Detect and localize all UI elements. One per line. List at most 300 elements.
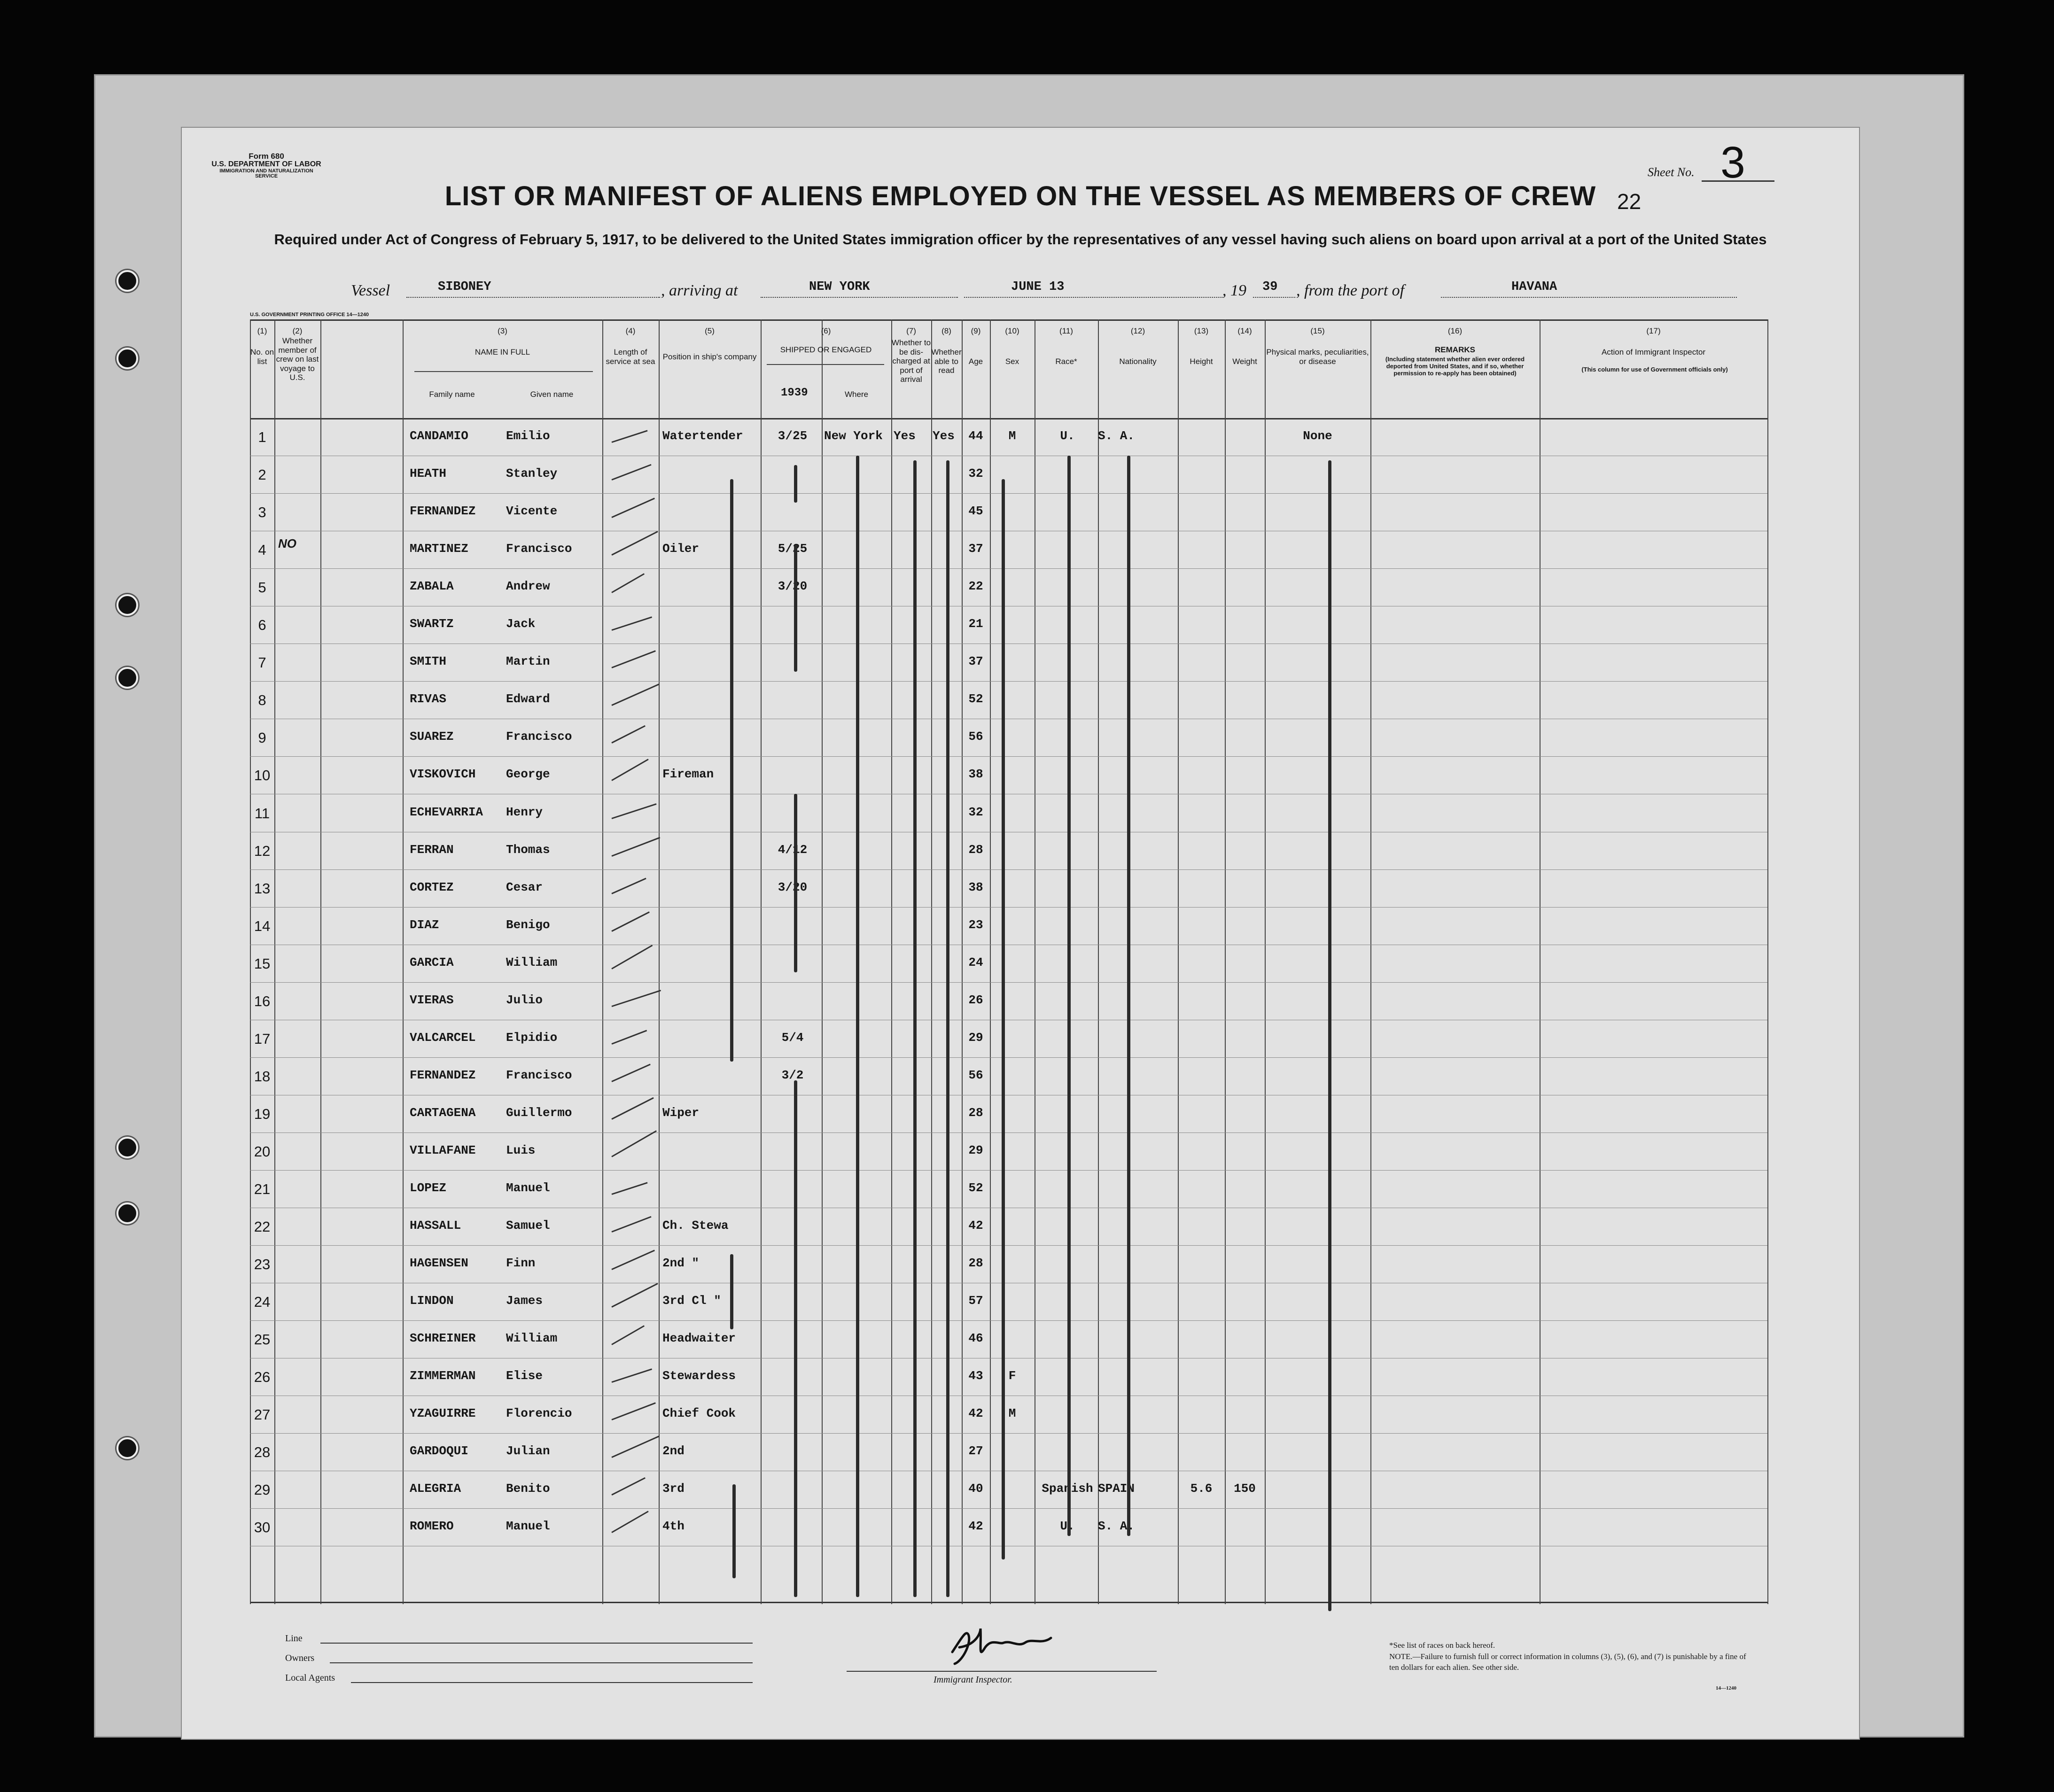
row-28-age: 27 — [968, 1444, 983, 1458]
form-code: 14—1240 — [1716, 1685, 1736, 1691]
row-7-age: 37 — [968, 654, 983, 669]
inspector-line — [847, 1671, 1157, 1672]
header-able-to-read: Whether able to read — [931, 348, 962, 375]
row-16-age: 26 — [968, 993, 983, 1007]
row-16-given: Julio — [506, 993, 543, 1007]
header-inspector-note: (This column for use of Government officials only) — [1581, 366, 1728, 373]
row-21-given: Manuel — [506, 1181, 550, 1195]
row-4-age: 37 — [968, 542, 983, 556]
row-4-no: 4 — [258, 542, 266, 559]
row-11-given: Henry — [506, 805, 543, 819]
check-mark — [611, 1063, 650, 1082]
form-heading — [210, 152, 323, 179]
row-15-no: 15 — [254, 955, 271, 972]
check-mark — [611, 1511, 648, 1534]
row-25-position: Headwaiter — [662, 1331, 736, 1346]
row-21-family: LOPEZ — [410, 1181, 447, 1195]
check-mark — [611, 1216, 651, 1233]
row-19-position: Wiper — [662, 1105, 700, 1120]
row-5-given: Andrew — [506, 579, 550, 594]
row-26-given: Elise — [506, 1369, 543, 1383]
check-mark — [611, 1436, 659, 1458]
column-number: (9) — [971, 326, 981, 335]
service-name: IMMIGRATION AND NATURALIZATION SERVICE — [219, 168, 313, 179]
row-30-age: 42 — [968, 1519, 983, 1534]
row-26-position: Stewardess — [662, 1369, 736, 1383]
ditto-line — [794, 794, 797, 972]
line-label: Line — [285, 1633, 303, 1644]
row-5-no: 5 — [258, 579, 266, 596]
check-mark — [612, 990, 661, 1007]
column-rule — [1178, 319, 1179, 1604]
row-3-given: Vicente — [506, 504, 558, 519]
row-29-family: ALEGRIA — [410, 1482, 461, 1496]
column-number: (15) — [1310, 326, 1325, 335]
check-mark — [611, 911, 650, 932]
row-25-family: SCHREINER — [410, 1331, 476, 1346]
row-rule — [250, 869, 1767, 870]
ditto-line — [730, 479, 733, 1062]
from-fill-line — [1441, 283, 1737, 298]
row-27-no: 27 — [254, 1406, 271, 1423]
ditto-line — [730, 1254, 733, 1329]
check-mark — [611, 1250, 655, 1270]
row-11-family: ECHEVARRIA — [410, 805, 483, 819]
sheet-label: Sheet No. — [1648, 165, 1695, 179]
ditto-line — [794, 545, 797, 672]
row-11-age: 32 — [968, 805, 983, 819]
header-name-in-full: NAME IN FULL — [475, 348, 530, 357]
header-nationality: Nationality — [1119, 357, 1157, 366]
row-20-given: Luis — [506, 1143, 536, 1157]
ditto-line — [913, 460, 917, 1597]
row-28-given: Julian — [506, 1444, 550, 1458]
row-29-no: 29 — [254, 1482, 271, 1498]
row-24-given: James — [506, 1294, 543, 1308]
row-3-family: FERNANDEZ — [410, 504, 476, 519]
arriving-label: , arriving at — [661, 282, 738, 299]
row-3-no: 3 — [258, 504, 266, 521]
row-27-given: Florencio — [506, 1406, 572, 1421]
row-rule — [250, 1320, 1767, 1321]
row-13-given: Cesar — [506, 880, 543, 894]
header-remarks-note: (Including statement whether alien ever ordered deported from United States, and if so, whether permission to re-apply has been obtained) — [1385, 356, 1525, 377]
from-value: HAVANA — [1511, 280, 1557, 294]
penalty-note: NOTE.—Failure to furnish full or correct information in columns (3), (5), (6), and (7) is punishable by a fine of ten dollars for each alien. See other side. — [1389, 1652, 1746, 1672]
header-weight: Weight — [1232, 357, 1257, 366]
row-29-given: Benito — [506, 1482, 550, 1496]
ditto-line — [1328, 460, 1331, 1611]
row-24-no: 24 — [254, 1294, 271, 1311]
check-mark — [611, 1097, 654, 1120]
check-mark — [611, 1325, 645, 1345]
row-29-nationality: SPAIN — [1098, 1482, 1135, 1496]
punch-hole — [117, 348, 138, 369]
ditto-line — [856, 456, 859, 1597]
check-mark — [612, 617, 653, 631]
row-20-no: 20 — [254, 1143, 271, 1160]
row-30-family: ROMERO — [410, 1519, 454, 1534]
ditto-line — [1067, 456, 1071, 1536]
row-26-sex: F — [1008, 1369, 1016, 1383]
row-1-age: 44 — [968, 429, 983, 443]
row-24-age: 57 — [968, 1294, 983, 1308]
row-25-given: William — [506, 1331, 558, 1346]
row-6-age: 21 — [968, 617, 983, 631]
check-mark — [611, 464, 651, 481]
row-18-family: FERNANDEZ — [410, 1068, 476, 1082]
row-1-position: Watertender — [662, 429, 743, 443]
row-7-given: Martin — [506, 654, 550, 669]
row-rule — [250, 1433, 1767, 1434]
column-rule — [320, 319, 321, 1604]
row-17-no: 17 — [254, 1030, 271, 1047]
row-28-position: 2nd — [662, 1444, 685, 1458]
column-number: (3) — [498, 326, 507, 335]
stamp-number: 22 — [1617, 189, 1642, 214]
row-rule — [250, 681, 1767, 682]
header-where: Where — [844, 390, 869, 399]
column-rule — [1265, 319, 1266, 1604]
row-21-no: 21 — [254, 1181, 271, 1197]
from-label: , from the port of — [1296, 282, 1405, 299]
column-number: (16) — [1447, 326, 1463, 335]
row-1-read: Yes — [933, 429, 955, 443]
check-mark — [611, 1030, 647, 1044]
shipped-header-rule — [767, 364, 884, 365]
row-17-family: VALCARCEL — [410, 1030, 476, 1045]
header-last-voyage: Whether member of crew on last voyage to U.S. — [276, 336, 319, 382]
check-mark — [611, 759, 648, 782]
punch-hole — [117, 594, 138, 616]
row-rule — [250, 1057, 1767, 1058]
check-mark — [611, 877, 646, 894]
check-mark — [612, 1369, 653, 1383]
row-19-age: 28 — [968, 1105, 983, 1120]
row-8-family: RIVAS — [410, 692, 447, 706]
header-race: Race* — [1055, 357, 1077, 366]
row-rule — [250, 1245, 1767, 1246]
ditto-line — [794, 1080, 797, 1597]
row-29-height: 5.6 — [1190, 1482, 1213, 1496]
row-27-sex: M — [1008, 1406, 1016, 1421]
row-23-age: 28 — [968, 1256, 983, 1271]
row-5-when: 3/20 — [778, 579, 808, 594]
column-number: (6) — [821, 326, 831, 335]
row-14-given: Benigo — [506, 917, 550, 932]
row-2-no: 2 — [258, 466, 266, 483]
row-25-no: 25 — [254, 1331, 271, 1348]
header-sex: Sex — [1005, 357, 1019, 366]
row-12-given: Thomas — [506, 842, 550, 857]
row-19-no: 19 — [254, 1105, 271, 1122]
check-mark — [611, 573, 645, 593]
owners-fill — [330, 1662, 753, 1663]
row-12-when: 4/12 — [778, 842, 808, 857]
page-subtitle: Required under Act of Congress of February 5, 1917, to be delivered to the United States immigration officer by the representatives of any vessel having such aliens on board upon arrival at a port of the United States — [274, 231, 1767, 248]
column-number: (5) — [705, 326, 715, 335]
row-23-given: Finn — [506, 1256, 536, 1271]
row-23-family: HAGENSEN — [410, 1256, 468, 1271]
check-mark — [611, 725, 646, 744]
column-number: (12) — [1130, 326, 1145, 335]
row-1-nationality: S. A. — [1098, 429, 1135, 443]
header-discharged: Whether to be dis-charged at port of arrival — [891, 338, 931, 384]
punch-hole — [117, 1202, 138, 1224]
ditto-line — [1002, 479, 1005, 1559]
column-rule — [822, 319, 823, 1604]
row-9-age: 56 — [968, 729, 983, 744]
row-28-no: 28 — [254, 1444, 271, 1461]
row-6-given: Jack — [506, 617, 536, 631]
row-23-no: 23 — [254, 1256, 271, 1273]
row-18-age: 56 — [968, 1068, 983, 1082]
row-16-no: 16 — [254, 993, 271, 1009]
column-rule — [602, 319, 603, 1604]
row-26-age: 43 — [968, 1369, 983, 1383]
column-number: (13) — [1194, 326, 1209, 335]
row-18-when: 3/2 — [781, 1068, 804, 1082]
row-22-no: 22 — [254, 1218, 271, 1235]
row-13-no: 13 — [254, 880, 271, 897]
punch-hole — [117, 270, 138, 292]
name-header-rule — [414, 371, 593, 372]
row-9-no: 9 — [258, 729, 266, 746]
vessel-value: SIBONEY — [438, 280, 491, 294]
row-rule — [250, 1170, 1767, 1171]
row-24-family: LINDON — [410, 1294, 454, 1308]
date-value: JUNE 13 — [1011, 280, 1065, 294]
column-number: (10) — [1005, 326, 1019, 335]
owners-label: Owners — [285, 1653, 315, 1663]
row-12-no: 12 — [254, 842, 271, 859]
agents-label: Local Agents — [285, 1673, 335, 1683]
check-mark — [611, 1283, 658, 1308]
row-29-position: 3rd — [662, 1482, 685, 1496]
row-30-position: 4th — [662, 1519, 685, 1534]
column-rule — [931, 319, 932, 1604]
row-6-family: SWARTZ — [410, 617, 454, 631]
column-number: (7) — [906, 326, 916, 335]
row-10-no: 10 — [254, 767, 271, 784]
row-14-no: 14 — [254, 917, 271, 934]
column-number: (17) — [1646, 326, 1661, 335]
row-15-family: GARCIA — [410, 955, 454, 970]
column-rule — [1225, 319, 1226, 1604]
year-prefix: , 19 — [1222, 282, 1246, 299]
row-26-no: 26 — [254, 1369, 271, 1386]
row-5-age: 22 — [968, 579, 983, 594]
check-mark — [611, 651, 655, 669]
form-number: Form 680 — [249, 152, 284, 161]
header-shipped-engaged: SHIPPED OR ENGAGED — [780, 345, 872, 354]
header-position: Position in ship's company — [662, 352, 757, 361]
crew-table — [250, 319, 1767, 1604]
row-18-no: 18 — [254, 1068, 271, 1085]
header-when-year: 1939 — [781, 387, 808, 399]
row-1-when: 3/25 — [778, 429, 808, 443]
row-7-family: SMITH — [410, 654, 447, 669]
row-22-position: Ch. Stewa — [662, 1218, 729, 1233]
row-17-age: 29 — [968, 1030, 983, 1045]
page-title: LIST OR MANIFEST OF ALIENS EMPLOYED ON THE VESSEL AS MEMBERS OF CREW — [444, 181, 1596, 211]
row-30-nationality: S. A. — [1098, 1519, 1135, 1534]
row-25-age: 46 — [968, 1331, 983, 1346]
ditto-line — [946, 460, 949, 1597]
margin-note: NO — [278, 536, 296, 551]
row-15-age: 24 — [968, 955, 983, 970]
row-26-family: ZIMMERMAN — [410, 1369, 476, 1383]
row-11-no: 11 — [254, 805, 270, 822]
row-1-no: 1 — [258, 429, 266, 445]
row-4-position: Oiler — [662, 542, 700, 556]
header-family-name: Family name — [429, 390, 475, 399]
manifest-sheet — [181, 127, 1860, 1740]
row-12-family: FERRAN — [410, 842, 454, 857]
row-18-given: Francisco — [506, 1068, 572, 1082]
header-physical-marks: Physical marks, peculiarities, or disease — [1266, 348, 1369, 366]
row-2-family: HEATH — [410, 466, 447, 481]
row-19-given: Guillermo — [506, 1105, 572, 1120]
row-10-age: 38 — [968, 767, 983, 782]
row-4-family: MARTINEZ — [410, 542, 468, 556]
column-rule — [1370, 319, 1371, 1604]
row-13-when: 3/20 — [778, 880, 808, 894]
row-1-discharged: Yes — [894, 429, 916, 443]
punch-hole — [117, 667, 138, 689]
vessel-label: Vessel — [351, 282, 390, 299]
check-mark — [611, 684, 659, 706]
row-6-no: 6 — [258, 617, 266, 634]
check-mark — [612, 803, 657, 819]
column-number: (1) — [257, 326, 267, 335]
row-28-family: GARDOQUI — [410, 1444, 468, 1458]
row-20-family: VILLAFANE — [410, 1143, 476, 1157]
row-7-no: 7 — [258, 654, 266, 671]
row-rule — [250, 1508, 1767, 1509]
row-3-age: 45 — [968, 504, 983, 519]
row-10-position: Fireman — [662, 767, 714, 782]
check-mark — [611, 1130, 657, 1157]
row-23-position: 2nd " — [662, 1256, 700, 1271]
punch-hole — [117, 1437, 138, 1459]
row-9-family: SUAREZ — [410, 729, 454, 744]
department-name: U.S. DEPARTMENT OF LABOR — [211, 160, 321, 168]
row-rule — [250, 756, 1767, 757]
row-24-position: 3rd Cl " — [662, 1294, 721, 1308]
row-20-age: 29 — [968, 1143, 983, 1157]
row-1-given: Emilio — [506, 429, 550, 443]
row-15-given: William — [506, 955, 558, 970]
row-2-given: Stanley — [506, 466, 558, 481]
row-rule — [250, 493, 1767, 494]
inspector-signature — [934, 1619, 1074, 1671]
printer-line: U.S. GOVERNMENT PRINTING OFFICE 14—1240 — [250, 312, 369, 318]
row-1-race: U. — [1060, 429, 1075, 443]
row-1-where: New York — [824, 429, 883, 443]
row-30-race: U. — [1060, 1519, 1075, 1534]
row-22-age: 42 — [968, 1218, 983, 1233]
header-no-on-list: No. on list — [250, 348, 274, 366]
check-mark — [611, 945, 653, 970]
column-rule — [891, 319, 892, 1604]
inspector-label: Immigrant Inspector. — [934, 1675, 1012, 1685]
column-number: (8) — [941, 326, 951, 335]
row-12-age: 28 — [968, 842, 983, 857]
row-29-weight: 150 — [1234, 1482, 1256, 1496]
header-length-of-service: Length of service at sea — [606, 348, 655, 366]
column-rule — [403, 319, 404, 1604]
header-age: Age — [968, 357, 983, 366]
column-rule — [274, 319, 275, 1604]
row-16-family: VIERAS — [410, 993, 454, 1007]
column-rule — [1098, 319, 1099, 1604]
row-5-family: ZABALA — [410, 579, 454, 594]
row-19-family: CARTAGENA — [410, 1105, 476, 1120]
column-rule — [1767, 319, 1768, 1604]
row-14-family: DIAZ — [410, 917, 439, 932]
row-9-given: Francisco — [506, 729, 572, 744]
row-17-when: 5/4 — [781, 1030, 804, 1045]
row-1-marks: None — [1303, 429, 1332, 443]
row-22-given: Samuel — [506, 1218, 550, 1233]
check-mark — [611, 837, 660, 856]
column-number: (14) — [1237, 326, 1252, 335]
check-mark — [611, 498, 655, 518]
ditto-line — [732, 1484, 736, 1578]
row-27-position: Chief Cook — [662, 1406, 736, 1421]
header-inspector-action: Action of Immigrant Inspector — [1601, 348, 1706, 357]
sheet-number: 3 — [1720, 138, 1745, 187]
date-fill-line — [964, 283, 1222, 298]
row-rule — [250, 907, 1767, 908]
row-27-age: 42 — [968, 1406, 983, 1421]
check-mark — [611, 531, 658, 556]
row-8-no: 8 — [258, 692, 266, 709]
row-10-given: George — [506, 767, 550, 782]
row-30-given: Manuel — [506, 1519, 550, 1534]
row-29-race: Spanish — [1042, 1482, 1093, 1496]
agents-fill — [351, 1682, 753, 1683]
row-4-given: Francisco — [506, 542, 572, 556]
year-value: 39 — [1262, 280, 1278, 294]
check-mark — [612, 1182, 648, 1195]
row-rule — [250, 982, 1767, 983]
punch-hole — [117, 1137, 138, 1158]
row-8-age: 52 — [968, 692, 983, 706]
row-21-age: 52 — [968, 1181, 983, 1195]
ditto-line — [1127, 456, 1130, 1536]
row-10-family: VISKOVICH — [410, 767, 476, 782]
line-fill — [320, 1643, 753, 1644]
row-17-given: Elpidio — [506, 1030, 558, 1045]
column-number: (2) — [292, 326, 303, 335]
row-1-family: CANDAMIO — [410, 429, 468, 443]
ditto-line — [794, 465, 797, 503]
header-height: Height — [1190, 357, 1213, 366]
row-rule — [250, 568, 1767, 569]
row-13-family: CORTEZ — [410, 880, 454, 894]
check-mark — [611, 1477, 646, 1496]
form-footer — [250, 1619, 1767, 1737]
column-number: (11) — [1059, 326, 1073, 335]
header-remarks: REMARKS — [1435, 345, 1475, 354]
row-29-age: 40 — [968, 1482, 983, 1496]
row-13-age: 38 — [968, 880, 983, 894]
check-mark — [612, 430, 648, 443]
row-8-given: Edward — [506, 692, 550, 706]
races-note: *See list of races on back hereof. — [1389, 1641, 1495, 1650]
